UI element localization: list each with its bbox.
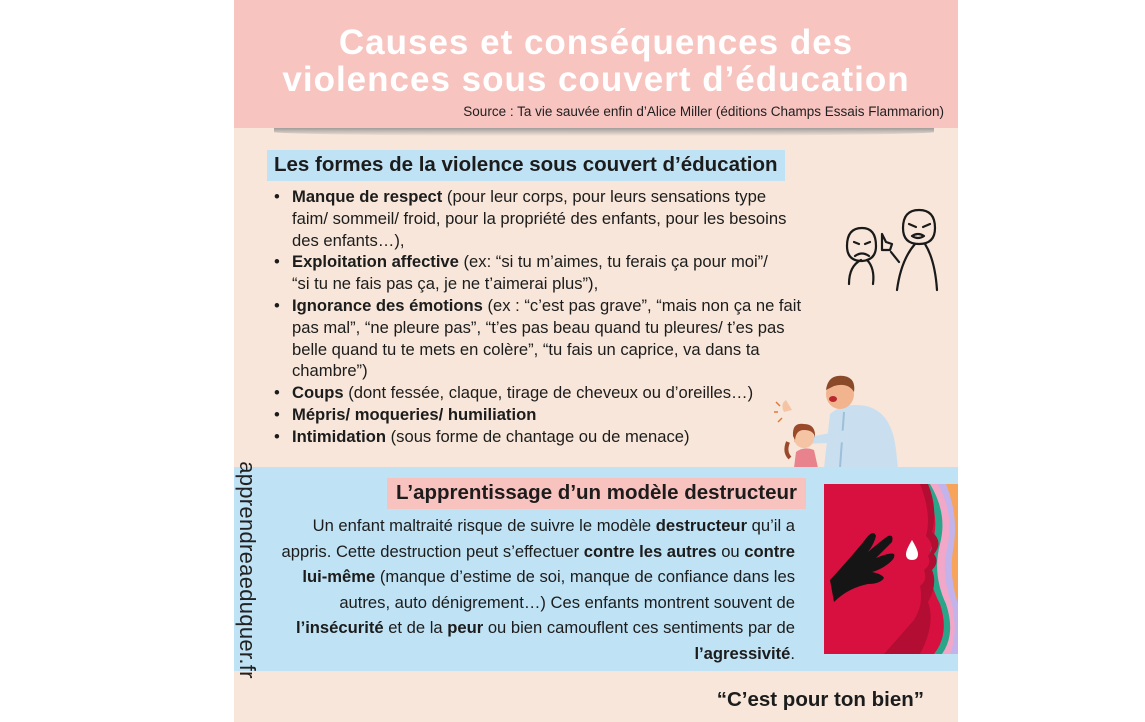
item-text: “si tu ne fais pas ça, je ne t’aimerai plus”),	[292, 274, 599, 294]
section-heading-forms: Les formes de la violence sous couvert d’éducation	[267, 150, 785, 181]
item-term: Intimidation	[292, 426, 387, 446]
para-text: ou	[716, 541, 745, 561]
item-text: chambre”)	[292, 361, 368, 381]
para-text: et de la	[383, 618, 448, 637]
para-emphasis: peur	[447, 618, 484, 637]
para-text: Un enfant maltraité risque de suivre le modèle	[312, 516, 656, 535]
section-heading-destructive-model: L’apprentissage d’un modèle destructeur	[387, 478, 806, 509]
page-title-line-1: Causes et conséquences des	[338, 23, 854, 62]
item-text: faim/ sommeil/ froid, pour la propriété des enfants, pour les besoins	[292, 208, 787, 228]
destructive-model-paragraph	[280, 513, 795, 666]
para-emphasis: l’agressivité	[694, 643, 791, 663]
page-title-line-2: violences sous couvert d’éducation	[282, 60, 910, 99]
item-term: Ignorance des émotions	[292, 295, 483, 315]
sketch-argument-icon	[837, 206, 949, 296]
para-text: ou bien camouflent ces sentiments par de	[483, 618, 795, 637]
item-term: Mépris/ moqueries/ humiliation	[292, 404, 537, 424]
list-item	[272, 295, 872, 382]
item-text: (sous forme de chantage ou de menace)	[386, 426, 690, 446]
para-emphasis: destructeur	[655, 516, 748, 535]
website-watermark: apprendreaeduquer.fr	[235, 461, 260, 679]
para-text: qu’il a appris. Cette destruction peut s’effectuer	[281, 516, 795, 561]
poster	[234, 0, 958, 722]
item-term: Manque de respect	[292, 187, 443, 206]
item-text: belle quand tu te mets en colère”, “tu fais un caprice, va dans ta	[292, 339, 760, 359]
para-emphasis: l’insécurité	[295, 618, 384, 637]
source-credit: Source : Ta vie sauvée enfin d’Alice Miller (éditions Champs Essais Flammarion)	[463, 104, 944, 119]
para-text: (manque d’estime de soi, manque de confiance dans les autres, auto dénigrement…) Ces enfants montrent souvent de	[339, 567, 795, 612]
crying-face-hand-illustration	[824, 484, 958, 654]
item-text: pas mal”, “ne pleure pas”, “t’es pas beau quand tu pleures/ t’es pas	[292, 317, 785, 337]
item-text: (dont fessée, claque, tirage de cheveux ou d’oreilles…)	[343, 383, 754, 403]
closing-quote: “C’est pour ton bien”	[716, 688, 924, 711]
list-item	[272, 186, 872, 251]
item-text: (pour leur corps, pour leurs sensations type	[442, 187, 767, 206]
angry-father-child-illustration	[774, 372, 904, 468]
para-text: .	[790, 643, 795, 663]
item-text: (ex: “si tu m’aimes, tu ferais ça pour moi”/	[458, 252, 768, 272]
header-banner	[234, 0, 958, 128]
para-emphasis: contre lui-même	[302, 541, 795, 586]
list-item	[272, 251, 872, 295]
para-emphasis: contre les autres	[583, 541, 717, 561]
item-term: Exploitation affective	[292, 252, 459, 272]
header-shadow-divider	[274, 128, 934, 136]
item-term: Coups	[292, 383, 344, 403]
item-text: (ex : “c’est pas grave”, “mais non ça ne fait	[482, 295, 802, 315]
item-text: des enfants…),	[292, 230, 405, 250]
